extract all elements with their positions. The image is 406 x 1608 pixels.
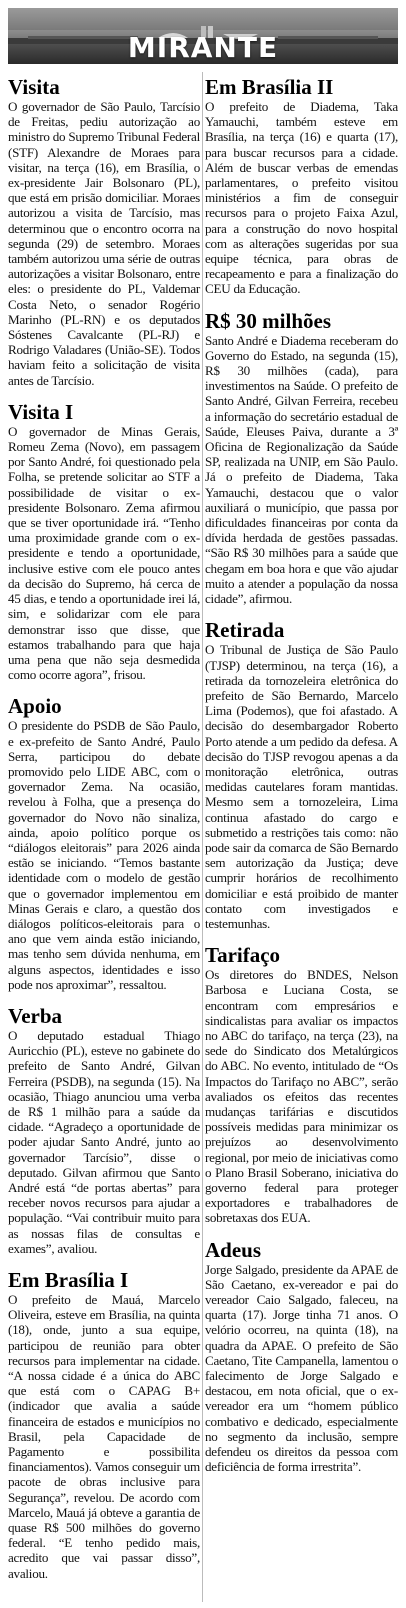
item-body: O governador de Minas Gerais, Romeu Zema (Novo), em passagem por Santo André, foi questionado pela Folha, se pretende solicitar ao STF a possibilidade de visitar o ex-presidente Bolsonaro. Zema afirmou que se tiver oportunidade irá. “Tenho uma proximidade grande com o ex-presidente e tendo a oportunidade, inclusive estive com ele pouco antes da decisão do Supremo, há cerca de 45 dias, e tendo a oportunidade irei lá, sim, e solidarizar com ele para demonstrar isso que disse, que estamos trabalhando para que haja uma pena que não seja desmedida como ocorre agora”, frisou.: [8, 423, 200, 683]
item-title: Visita: [8, 75, 60, 99]
item-title: Retirada: [205, 618, 285, 643]
item-title: R$ 30 milhões: [205, 308, 331, 333]
item-title: Em Brasília II: [205, 75, 334, 99]
item-body: O presidente do PSDB de São Paulo, e ex-prefeito de Santo André, Paulo Serra, participou do debate promovido pelo LIDE ABC, com o governador Zema. Na ocasião, revelou à Folha, que a presença do governador do Novo não sinaliza, ainda, apoio político porque os “diálogos eleitorais” para 2026 ainda estão se iniciando. “Temos bastante identidade com o modelo de gestão que o governador implementou em Minas Gerais e claro, a questão dos diálogos políticos-eleitorais para o ano que vem ainda estão iniciando, mas tenho sem dúvida nenhuma, em alguns aspectos, identidades e isso pode nos aproximar”, ressaltou.: [8, 718, 200, 992]
item-body: O prefeito de Diadema, Taka Yamauchi, também esteve em Brasília, na terça (16) e quarta (17), para buscar recursos para a cidade. Além de buscar verbas de emendas parlamentares, o prefeito visitou ministérios a fim de conseguir recursos para o projeto Faixa Azul, para a construção do novo hospital com as alterações sugeridas por sua equipe técnica, para obras de recapeamento e para a finalização do CEU da Educação.: [205, 99, 398, 297]
item-title: Em Brasília I: [8, 1268, 129, 1293]
news-item: [205, 619, 398, 931]
item-body: Santo André e Diadema receberam do Governo do Estado, na segunda (15), R$ 30 milhões (cada), para investimentos na Saúde. O prefeito de Santo André, Gilvan Ferreira, recebeu a informação do secretário estadual de Saúde, Eleuses Paiva, durante a 3ª Oficina de Regionalização da Saúde SP, realizada na UNIP, em São Paulo. Já o prefeito de Diadema, Taka Yamauchi, destacou que o valor auxiliará o município, que passa por dificuldades financeiras por conta da dívida herdada de gestões passadas. “São R$ 30 milhões para a saúde que chegam em boa hora e que vão ajudar muito a atender a população da nossa cidade”, afirmou.: [205, 332, 398, 607]
item-body: O deputado estadual Thiago Auricchio (PL), esteve no gabinete do prefeito de Santo André, Gilvan Ferreira (PSDB), na segunda (15). Na ocasião, Thiago anunciou uma verba de R$ 1 milhão para a saúde da cidade. “Agradeço a oportunidade de poder ajudar Santo André, junto ao governador Tarcísio”, disse o deputado. Gilvan afirmou que Santo André está “de portas abertas” para receber novos recursos para ajudar a população. “Vai contribuir muito para as nossas filas de consultas e exames”, avaliou.: [8, 1027, 200, 1256]
item-title: Visita I: [8, 399, 74, 424]
news-item: [205, 1239, 398, 1475]
news-item: [8, 401, 200, 682]
news-item: [8, 1005, 200, 1256]
item-title: Verba: [8, 1003, 63, 1028]
header-banner: [8, 8, 398, 64]
item-body: Jorge Salgado, presidente da APAE de São Caetano, ex-vereador e pai do vereador Caio Salgado, faleceu, na quarta (17). Jorge tinha 71 anos. O velório ocorreu, na quinta (18), na quadra da APAE. O prefeito de São Caetano, Tite Campanella, lamentou o falecimento de Jorge Salgado e destacou, em nota oficial, que o ex-vereador era um “homem público combativo e dedicado, especialmente no segmento da inclusão, sempre defendeu os direitos da pessoa com deficiência de forma irrestrita”.: [205, 1261, 398, 1475]
news-item: [205, 310, 398, 607]
item-title: Tarifaço: [205, 943, 281, 968]
news-item: [8, 1269, 200, 1581]
column-divider: [202, 72, 203, 1602]
item-body: O Tribunal de Justiça de São Paulo (TJSP) determinou, na terça (16), a retirada da tornozeleira eletrônica do prefeito de São Bernardo, Marcelo Lima (Podemos), que foi afastado. A decisão do desembargador Roberto Porto atende a um pedido da defesa. A decisão do TJSP revogou apenas a da monitoração eletrônica, outras medidas cautelares foram mantidas. Mesmo sem a tornozeleira, Lima continua afastado do cargo e submetido a restrições tais como: não pode sair da comarca de São Bernardo sem autorização da Justiça; deve cumprir horários de recolhimento domiciliar e está proibido de manter contato com investigados e testemunhas.: [205, 642, 398, 931]
news-item: [205, 944, 398, 1225]
right-column: [205, 72, 398, 1474]
item-body: O governador de São Paulo, Tarcísio de Freitas, pediu autorização ao ministro do Supremo Tribunal Federal (STF) Alexandre de Moraes para visitar, na terça (16), em Brasília, o ex-presidente Jair Bolsonaro (PL), que está em prisão domiciliar. Moraes autorizou a visita de Tarcísio, mas determinou que o encontro ocorra na segunda (29) de setembro. Moraes também autorizou uma série de outras autorizações a visitar Bolsonaro, entre eles: o presidente do PL, Valdemar Costa Neto, o senador Rogério Marinho (PL-RN) e os deputados Sóstenes Cavalcante (PL-RJ) e Rodrigo Valadares (União-SE). Todos haviam feito a solicitação de visita antes de Tarcísio.: [8, 99, 200, 388]
left-column: [8, 72, 200, 1581]
item-title: Adeus: [205, 1237, 262, 1262]
item-body: O prefeito de Mauá, Marcelo Oliveira, esteve em Brasília, na quinta (18), onde, junto a sua equipe, participou de reunião para obter recursos para implementar na cidade. “A nossa cidade é a única do ABC que está com o CAPAG B+ (indicador que avalia a saúde financeira de estados e municípios no Brasil, pela Capacidade de Pagamento e possibilita financiamentos). Vamos conseguir um pacote de obras inclusive para Segurança”, revelou. De acordo com Marcelo, Mauá já obteve a garantia de quase R$ 500 milhões do governo federal. “E tenho pedido mais, acredito que vai passar disso”, avaliou.: [8, 1292, 200, 1581]
section-title: MIRANTE: [127, 31, 279, 64]
news-item: [205, 76, 398, 297]
item-title: Apoio: [8, 694, 62, 719]
item-body: Os diretores do BNDES, Nelson Barbosa e Luciana Costa, se encontram com empresários e sindicalistas para avaliar os impactos no ABC do tarifaço, na terça (23), na sede do Sindicato dos Metalúrgicos do ABC. No evento, intitulado de “Os Impactos do Tarifaço no ABC”, serão avaliados os efeitos das recentes mudanças tarifárias e discutidos possíveis medidas para minimizar os prejuízos ao desenvolvimento regional, por meio de iniciativas como o Plano Brasil Soberano, iniciativa do governo federal para proteger exportadores e trabalhadores de sobretaxas dos EUA.: [205, 967, 398, 1226]
news-item: [8, 695, 200, 992]
news-item: [8, 76, 200, 388]
